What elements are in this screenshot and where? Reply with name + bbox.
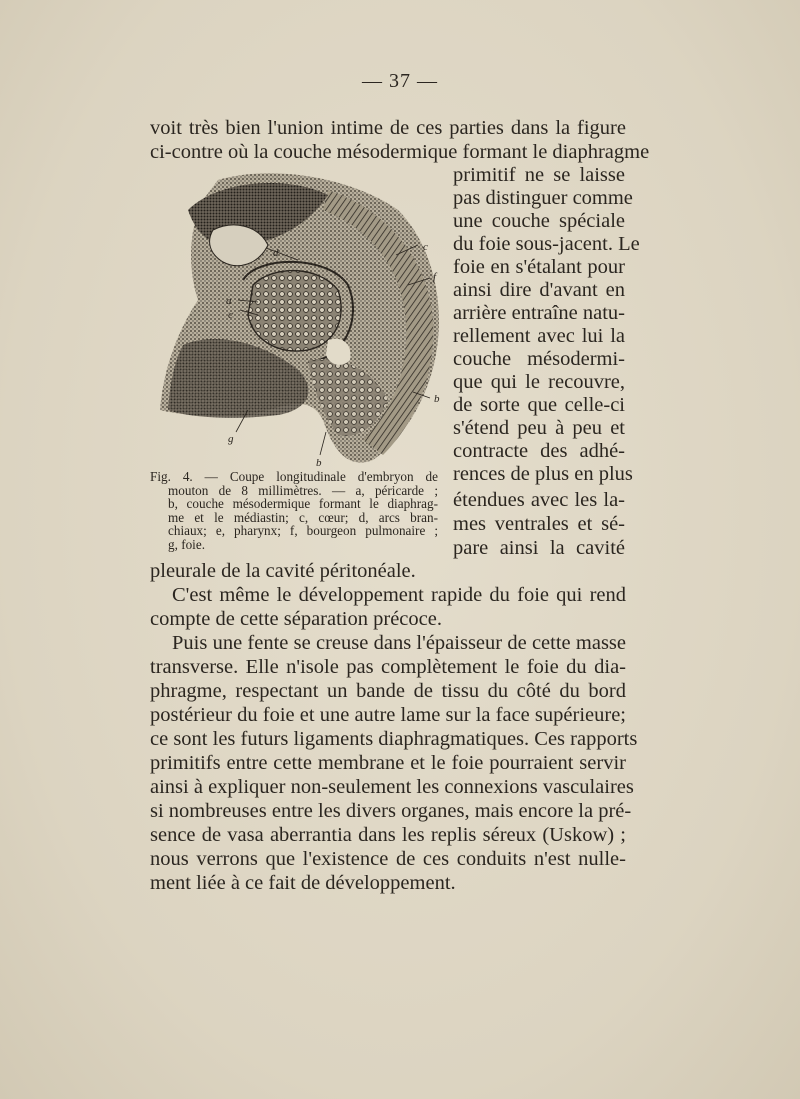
text-line: contracte des adhé-: [453, 440, 625, 462]
figure-label: a: [226, 295, 232, 307]
figure-label: c: [423, 241, 428, 253]
figure-label: b: [434, 393, 440, 405]
figure-label: g: [228, 433, 234, 445]
text-line: ce sont les futurs ligaments diaphragmatiques. Ces rapports: [150, 728, 638, 750]
text-line: arrière entraîne natu-: [453, 302, 625, 324]
text-line: ainsi à expliquer non-seulement les connexions vasculaires: [150, 776, 634, 798]
text-line: C'est même le développement rapide du foie qui rend: [172, 584, 626, 606]
figure-label: b: [316, 457, 322, 469]
embryo-section-figure: [158, 170, 448, 470]
text-line: de sorte que celle-ci: [453, 394, 625, 416]
text-line: pleurale de la cavité péritonéale.: [150, 560, 416, 582]
page-number: — 37 —: [362, 70, 438, 92]
text-line: compte de cette séparation précoce.: [150, 608, 442, 630]
text-line: s'étend peu à peu et: [453, 417, 625, 439]
text-line: Puis une fente se creuse dans l'épaisseur de cette masse: [172, 632, 626, 654]
text-line: sence de vasa aberrantia dans les replis séreux (Uskow) ;: [150, 824, 626, 846]
figure-caption: [150, 470, 438, 551]
text-line: ment liée à ce fait de développement.: [150, 872, 456, 894]
text-line: que qui le recouvre,: [453, 371, 625, 393]
caption-line: chiaux; e, pharynx; f, bourgeon pulmonaire ;: [168, 523, 438, 538]
text-line: ainsi dire d'avant en: [453, 279, 625, 301]
figure-label: c: [228, 309, 233, 321]
text-line: mes ventrales et sé-: [453, 513, 625, 535]
embryo-illustration: [158, 170, 448, 470]
caption-line: me et le médiastin; c, cœur; d, arcs bran-: [168, 509, 438, 525]
text-line: postérieur du foie et une autre lame sur la face supérieure;: [150, 704, 626, 726]
text-line: nous verrons que l'existence de ces conduits n'est nulle-: [150, 848, 626, 870]
text-line: voit très bien l'union intime de ces parties dans la figure: [150, 117, 626, 139]
text-line: ci-contre où la couche mésodermique formant le diaphragme: [150, 141, 650, 163]
caption-line: Fig. 4. — Coupe longitudinale d'embryon de: [150, 469, 438, 484]
text-line: couche mésodermi-: [453, 348, 625, 370]
caption-line: g, foie.: [168, 536, 205, 552]
figure-label: d: [273, 247, 279, 259]
text-line: si nombreuses entre les divers organes, mais encore la pré-: [150, 800, 632, 822]
text-line: une couche spéciale: [453, 210, 625, 232]
text-line: pas distinguer comme: [453, 187, 633, 209]
text-line: rences de plus en plus: [453, 463, 633, 485]
text-line: primitif ne se laisse: [453, 164, 625, 186]
text-line: primitifs entre cette membrane et le foie pourraient servir: [150, 752, 626, 774]
text-line: pare ainsi la cavité: [453, 537, 625, 559]
figure-label: f: [433, 271, 437, 283]
text-line: phragme, respectant un bande de tissu du côté du bord: [150, 680, 626, 702]
text-line: rellement avec lui la: [453, 325, 625, 347]
text-line: foie en s'étalant pour: [453, 256, 625, 278]
caption-line: b, couche mésodermique formant le diaphrag-: [168, 496, 438, 511]
text-line: transverse. Elle n'isole pas complètement le foie du dia-: [150, 656, 626, 678]
text-line: du foie sous-jacent. Le: [453, 233, 640, 255]
text-line: étendues avec les la-: [453, 489, 625, 511]
caption-line: mouton de 8 millimètres. — a, péricarde ;: [168, 482, 438, 498]
